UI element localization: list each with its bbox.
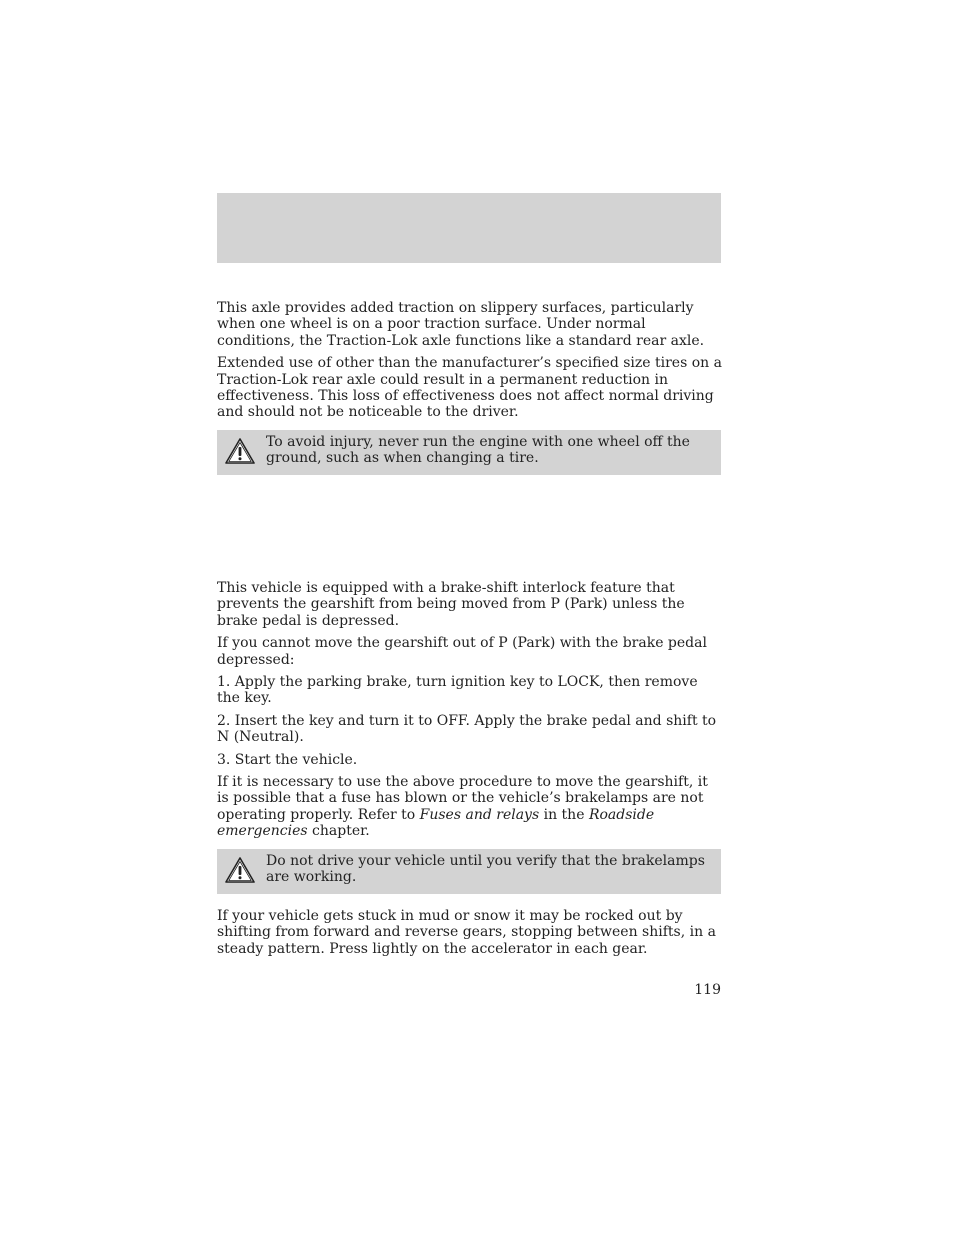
- warning-text-brakelamps: Do not drive your vehicle until you verify that the brakelamps are working.: [266, 853, 705, 886]
- interlock-p3-text-before: If it is necessary to use the above procedure to move the gearshift, it is possible that a fuse has blown or the vehicle’s brakelamps are not operating properly. Refer to: [217, 774, 708, 823]
- traction-paragraph-1: This axle provides added traction on slippery surfaces, particularly when one wheel is on a poor traction surface. Under normal conditions, the Traction-Lok axle functions like a standard rear axle.: [217, 300, 705, 349]
- page-number: 119: [694, 982, 721, 998]
- interlock-p3-text-mid: in the: [539, 806, 589, 823]
- interlock-p3-text-after: chapter.: [307, 823, 370, 840]
- warning-triangle-icon: [224, 856, 256, 884]
- warning-text-engine: To avoid injury, never run the engine with one wheel off the ground, such as when changing a tire.: [266, 434, 690, 467]
- roadside-emergencies-reference: Roadside emergencies: [217, 806, 655, 840]
- warning-triangle-icon: [224, 437, 256, 465]
- interlock-section: [217, 580, 723, 840]
- interlock-paragraph-2: If you cannot move the gearshift out of P (Park) with the brake pedal depressed:: [217, 635, 707, 668]
- rocking-section: [217, 908, 723, 957]
- traction-paragraph-2: Extended use of other than the manufacturer’s specified size tires on a Traction-Lok rear axle could result in a permanent reduction in effectiveness. This loss of effectiveness does not affect normal driving and should not be noticeable to the driver.: [217, 355, 722, 421]
- interlock-paragraph-3: [217, 774, 723, 840]
- interlock-paragraph-1: This vehicle is equipped with a brake-shift interlock feature that prevents the gearshift from being moved from P (Park) unless the brake pedal is depressed.: [217, 580, 685, 629]
- interlock-step-1: 1. Apply the parking brake, turn ignition key to LOCK, then remove the key.: [217, 674, 698, 707]
- rocking-paragraph-1: If your vehicle gets stuck in mud or snow it may be rocked out by shifting from forward and reverse gears, stopping between shifts, in a steady pattern. Press lightly on the accelerator in each gear.: [217, 908, 716, 957]
- traction-section: [217, 300, 723, 421]
- interlock-step-3: 3. Start the vehicle.: [217, 751, 358, 768]
- interlock-step-2: 2. Insert the key and turn it to OFF. Apply the brake pedal and shift to N (Neutral).: [217, 712, 717, 746]
- warning-box-engine: [217, 430, 721, 475]
- fuses-and-relays-reference: Fuses and relays: [419, 806, 540, 823]
- section-header-band: [217, 193, 721, 263]
- warning-box-brakelamps: [217, 849, 721, 894]
